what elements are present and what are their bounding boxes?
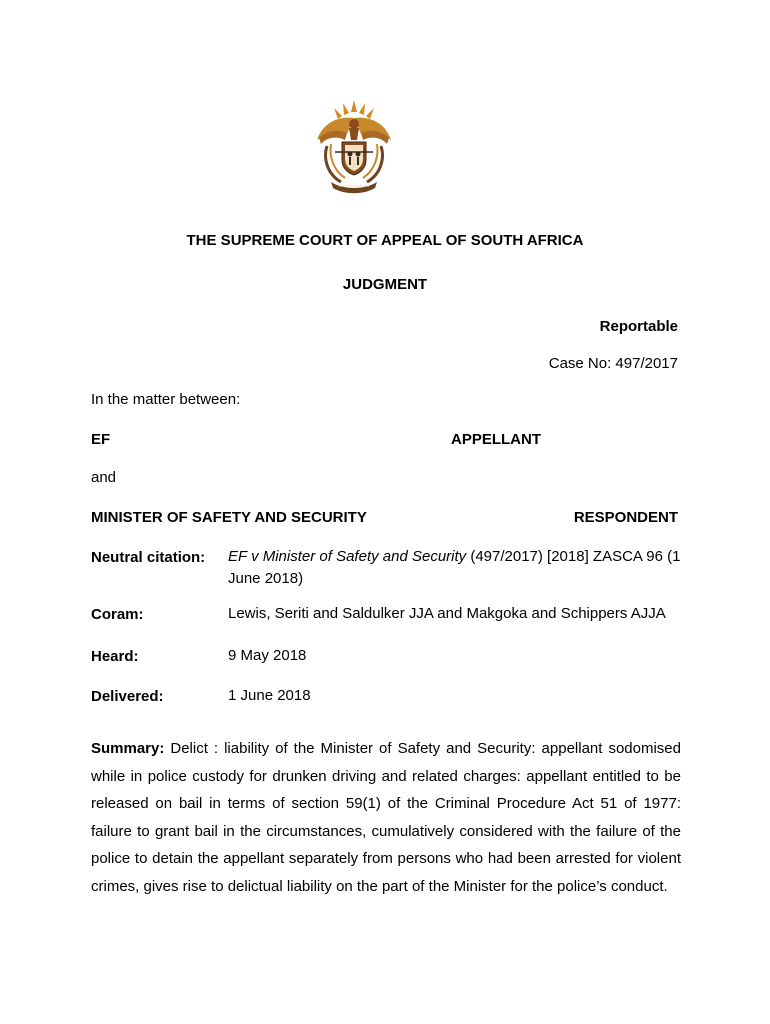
- neutral-citation-value: [228, 546, 683, 590]
- summary-text: Delict : liability of the Minister of Safety and Security: appellant sodomised while in police custody for drunken driving and related charges: appellant entitled to be released on bail in terms of section 59(1) of the Criminal Procedure Act 51 of 1977: failure to grant bail in the circumstances, cumulatively considered with the failure of the police to detain the appellant separately from persons who had been arrested for violent crimes, gives rise to delictual liability on the part of the Minister for the police’s conduct.: [91, 740, 681, 895]
- appellant-role: APPELLANT: [451, 431, 541, 448]
- reportable-label: Reportable: [599, 318, 678, 335]
- and-text: and: [91, 469, 117, 486]
- heard-label: Heard:: [91, 648, 139, 665]
- coram-label: Coram:: [91, 606, 144, 623]
- delivered-value: 1 June 2018: [228, 687, 311, 704]
- document-type-heading: JUDGMENT: [342, 276, 428, 293]
- delivered-label: Delivered:: [91, 688, 164, 705]
- summary-paragraph: [91, 735, 681, 900]
- respondent-role: RESPONDENT: [573, 509, 678, 526]
- court-title: THE SUPREME COURT OF APPEAL OF SOUTH AFRICA: [186, 232, 584, 249]
- matter-between-text: In the matter between:: [91, 391, 241, 408]
- coram-value: Lewis, Seriti and Saldulker JJA and Makgoka and Schippers AJJA: [228, 605, 666, 622]
- summary-label: Summary:: [91, 740, 165, 757]
- neutral-citation-label: Neutral citation:: [91, 549, 206, 566]
- appellant-name: EF: [91, 431, 111, 448]
- heard-value: 9 May 2018: [228, 647, 307, 664]
- respondent-name: MINISTER OF SAFETY AND SECURITY: [91, 509, 367, 526]
- coat-of-arms-icon: [309, 96, 399, 196]
- case-number: Case No: 497/2017: [548, 355, 678, 372]
- citation-reference: (497/2017) [2018] ZASCA 96 (1 June 2018): [228, 548, 681, 587]
- citation-case-name: EF v Minister of Safety and Security: [228, 548, 467, 565]
